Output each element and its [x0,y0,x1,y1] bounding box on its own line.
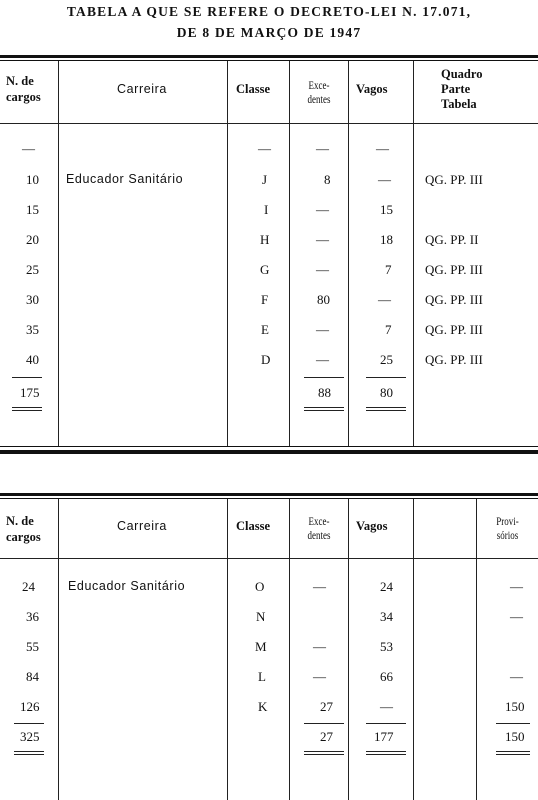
table-1-bottom-rule-thin [0,446,538,447]
document-title-line2: DE 8 DE MARÇO DE 1947 [176,25,362,40]
cell-n-cargos: 84 [26,669,39,684]
table-row [0,609,538,625]
double-line [14,751,44,752]
cell-excedentes: — [316,352,329,367]
cell-vagos: 24 [380,579,393,594]
cell-classe: J [262,172,268,187]
table-row [0,262,538,278]
cell-excedentes: — [316,202,329,217]
cell-provisorios: — [510,669,523,684]
cell-classe: D [261,352,271,367]
double-line [304,751,344,752]
cell-n-cargos: 126 [20,699,40,714]
total-vagos: 80 [380,385,393,400]
cell-n-cargos: 30 [26,292,39,307]
header-n-cargos-2: cargos [6,90,41,104]
sum-line [12,377,42,378]
cell-n-cargos: 24 [22,579,35,594]
cell-classe: N [256,609,266,624]
cell-vagos: 7 [385,322,392,337]
header-vagos: Vagos [356,519,388,533]
double-line [12,407,42,408]
cell-classe: M [255,639,267,654]
cell-carreira: Educador Sanitário [68,579,186,593]
double-line [304,407,344,408]
table-1-top-rule-thin [0,60,538,61]
cell-n-cargos: 36 [26,609,39,624]
cell-excedentes: 8 [324,172,331,187]
cell-excedentes: — [316,232,329,247]
sum-line [304,377,344,378]
double-line [12,410,42,411]
total-excedentes: 88 [318,385,331,400]
double-line [366,751,406,752]
header-excedentes-1: Exce- [308,80,330,92]
table-2-top-rule [0,493,538,496]
sum-line [496,723,530,724]
total-n-cargos: 175 [20,385,40,400]
total-n-cargos: 325 [20,729,40,744]
cell-excedentes: — [313,639,326,654]
document-title-line1: TABELA A QUE SE REFERE O DECRETO-LEI N. 17.071, [66,4,472,19]
cell-quadro: QG. PP. III [425,352,483,367]
table-row [0,232,538,248]
cell-excedentes: 27 [320,699,333,714]
cell-excedentes: — [316,322,329,337]
table-2-top-rule-thin [0,498,538,499]
cell-provisorios: 150 [505,699,525,714]
cell-classe: I [264,202,269,217]
header-provisorios-1: Provi- [496,516,519,528]
cell-n-cargos: 40 [26,352,39,367]
double-line [496,751,530,752]
cell-provisorios: — [510,609,523,624]
table-row [0,669,538,685]
cell-n-cargos: 20 [26,232,39,247]
header-excedentes-2: dentes [307,530,331,542]
cell-excedentes: 80 [317,292,330,307]
cell-classe: O [255,579,265,594]
table-row [0,292,538,308]
cell-quadro: QG. PP. III [425,322,483,337]
double-line [304,754,344,755]
sum-line [304,723,344,724]
sum-line [14,723,44,724]
total-excedentes: 27 [320,729,333,744]
total-vagos: 177 [374,729,394,744]
cell-n-cargos: 55 [26,639,39,654]
table-row [0,352,538,368]
header-provisorios-2: sórios [496,530,519,542]
double-line [304,410,344,411]
cell-vagos: 7 [385,262,392,277]
cell-vagos: 18 [380,232,393,247]
cell-n-cargos: 15 [26,202,39,217]
cell-excedentes: — [316,141,329,156]
header-n-cargos-2: cargos [6,530,41,544]
cell-quadro: QG. PP. III [425,172,483,187]
cell-vagos: 34 [380,609,393,624]
header-vagos: Vagos [356,82,388,96]
total-provisorios: 150 [505,729,525,744]
table-1-top-rule [0,55,538,58]
sum-line [366,377,406,378]
cell-excedentes: — [313,579,326,594]
cell-classe: L [258,669,266,684]
cell-quadro: QG. PP. II [425,232,479,247]
cell-classe: — [258,141,271,156]
table-row [0,639,538,655]
header-quadro-1: Quadro [441,67,483,81]
table-row [0,172,538,188]
cell-classe: E [261,322,269,337]
cell-n-cargos: 10 [26,172,39,187]
table-row [0,579,538,595]
sum-line [366,723,406,724]
header-excedentes-2: dentes [307,94,331,106]
cell-excedentes: — [316,262,329,277]
cell-classe: H [260,232,270,247]
cell-quadro: QG. PP. III [425,292,483,307]
cell-classe: G [260,262,270,277]
double-line [366,754,406,755]
table-1-bottom-rule [0,450,538,454]
cell-vagos: — [378,292,391,307]
cell-classe: K [258,699,268,714]
cell-vagos: 66 [380,669,393,684]
cell-provisorios: — [510,579,523,594]
cell-vagos: — [380,699,393,714]
cell-classe: F [261,292,269,307]
double-line [14,754,44,755]
table-row [0,322,538,338]
double-line [366,410,406,411]
cell-carreira: Educador Sanitário [66,172,184,186]
cell-vagos: — [378,172,391,187]
cell-vagos: 15 [380,202,393,217]
table-2-header-rule [0,558,538,559]
header-quadro-3: Tabela [441,97,477,111]
table-total-row [0,385,538,401]
header-classe: Classe [236,519,271,533]
cell-vagos: 25 [380,352,393,367]
table-row [0,202,538,218]
cell-quadro: QG. PP. III [425,262,483,277]
cell-n-cargos: 35 [26,322,39,337]
table-row [0,141,538,157]
cell-n-cargos: — [22,141,35,156]
header-n-cargos-1: N. de [6,74,34,88]
table-row [0,699,538,715]
table-1-header-rule [0,123,538,124]
double-line [366,407,406,408]
cell-excedentes: — [313,669,326,684]
double-line [496,754,530,755]
cell-vagos: 53 [380,639,393,654]
header-carreira: Carreira [117,82,167,96]
cell-n-cargos: 25 [26,262,39,277]
header-excedentes-1: Exce- [308,516,330,528]
header-n-cargos-1: N. de [6,514,34,528]
header-classe: Classe [236,82,271,96]
table-total-row [0,729,538,745]
header-quadro-2: Parte [441,82,471,96]
cell-vagos: — [376,141,389,156]
header-carreira: Carreira [117,519,167,533]
